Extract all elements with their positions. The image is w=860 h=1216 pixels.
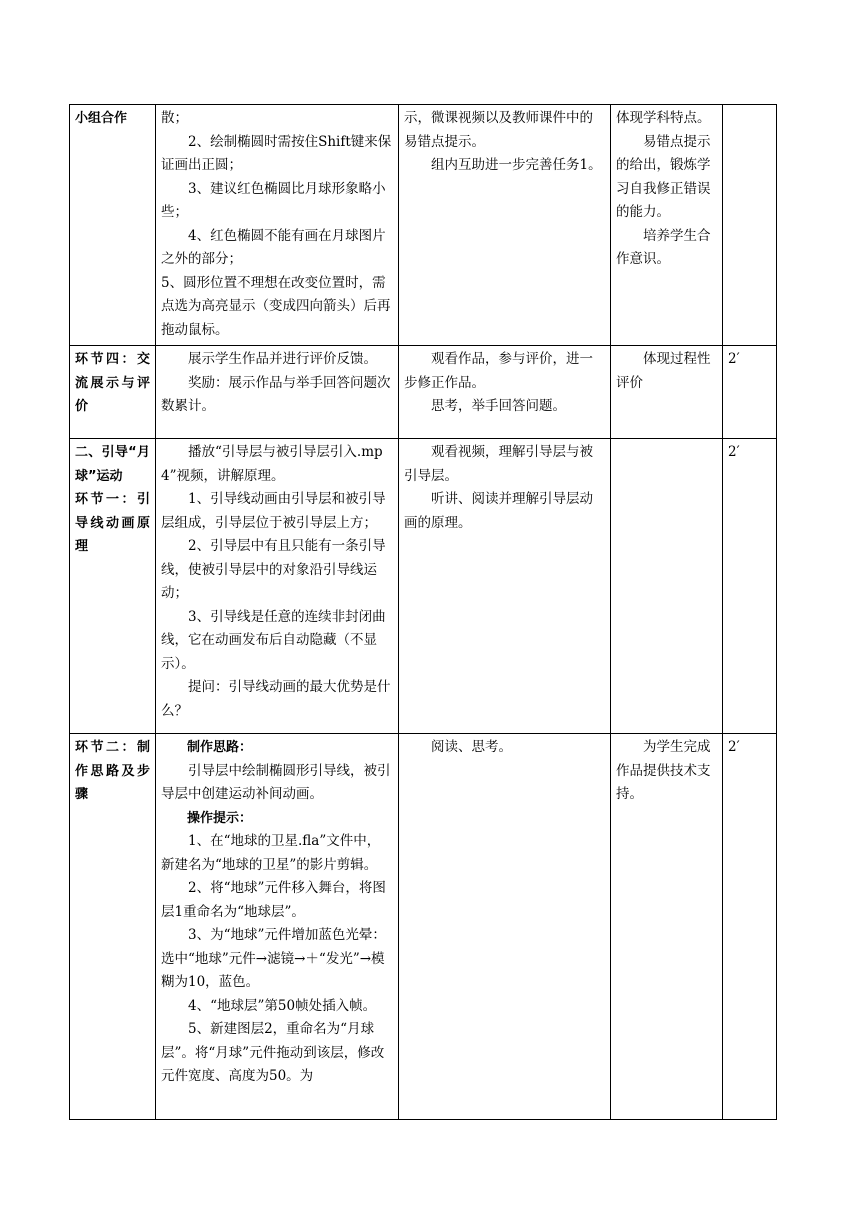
design-intent-cell: 体现学科特点。 易错点提示的给出，锻炼学习自我修正错误的能力。 培养学生合作意识。 bbox=[611, 105, 723, 346]
table-row bbox=[70, 105, 777, 346]
table-row bbox=[70, 734, 777, 1120]
table-row bbox=[70, 439, 777, 734]
section-cell: 环节四：交流展示与评价 bbox=[70, 346, 156, 439]
section-cell: 二、引导“月球”运动 环节一：引导线动画原理 bbox=[70, 439, 156, 734]
student-activity-cell: 观看作品，参与评价，进一步修正作品。 思考，举手回答问题。 bbox=[399, 346, 611, 439]
teacher-activity-cell: 播放“引导层与被引导层引入.mp4”视频，讲解原理。 1、引导线动画由引导层和被引导层组成，引导层位于被引导层上方； 2、引导层中有且只能有一条引导线，使被引导层中的对象沿引导线运动； 3、引导线是任意的连续非封闭曲线，它在动画发布后自动隐藏（不显示）。 提问：引导线动画的最大优势是什么？ bbox=[156, 439, 399, 734]
time-cell: 2′ bbox=[723, 439, 777, 734]
section-cell: 环节二：制作思路及步骤 bbox=[70, 734, 156, 1120]
student-activity-cell: 观看视频，理解引导层与被引导层。 听讲、阅读并理解引导层动画的原理。 bbox=[399, 439, 611, 734]
student-activity-cell: 阅读、思考。 bbox=[399, 734, 611, 1120]
section-cell: 小组合作 bbox=[70, 105, 156, 346]
teacher-activity-cell: 散； 2、绘制椭圆时需按住Shift键来保证画出正圆； 3、建议红色椭圆比月球形象略小些； 4、红色椭圆不能有画在月球图片之外的部分； 5、圆形位置不理想在改变位置时，需点选为高亮显示（变成四向箭头）后再拖动鼠标。 bbox=[156, 105, 399, 346]
teacher-activity-cell: 展示学生作品并进行评价反馈。 奖励：展示作品与举手回答问题次数累计。 bbox=[156, 346, 399, 439]
student-activity-cell: 示，微课视频以及教师课件中的易错点提示。 组内互助进一步完善任务1。 bbox=[399, 105, 611, 346]
teacher-activity-cell: 制作思路： 引导层中绘制椭圆形引导线，被引导层中创建运动补间动画。 操作提示： 1、在“地球的卫星.fla”文件中，新建名为“地球的卫星”的影片剪辑。 2、将“地球”元件移入舞台，将图层1重命名为“地球层”。 3、为“地球”元件增加蓝色光晕：选中“地球”元件→滤镜→＋“发光”→模糊为10，蓝色。 4、“地球层”第50帧处插入帧。 5、新建图层2，重命名为“月球层”。将“月球”元件拖动到该层，修改元件宽度、高度为50。为 bbox=[156, 734, 399, 1120]
design-intent-cell bbox=[611, 439, 723, 734]
time-cell bbox=[723, 105, 777, 346]
design-intent-cell: 体现过程性评价 bbox=[611, 346, 723, 439]
design-intent-cell: 为学生完成作品提供技术支持。 bbox=[611, 734, 723, 1120]
time-cell: 2′ bbox=[723, 734, 777, 1120]
lesson-plan-table bbox=[69, 104, 777, 1120]
table-row bbox=[70, 346, 777, 439]
time-cell: 2′ bbox=[723, 346, 777, 439]
